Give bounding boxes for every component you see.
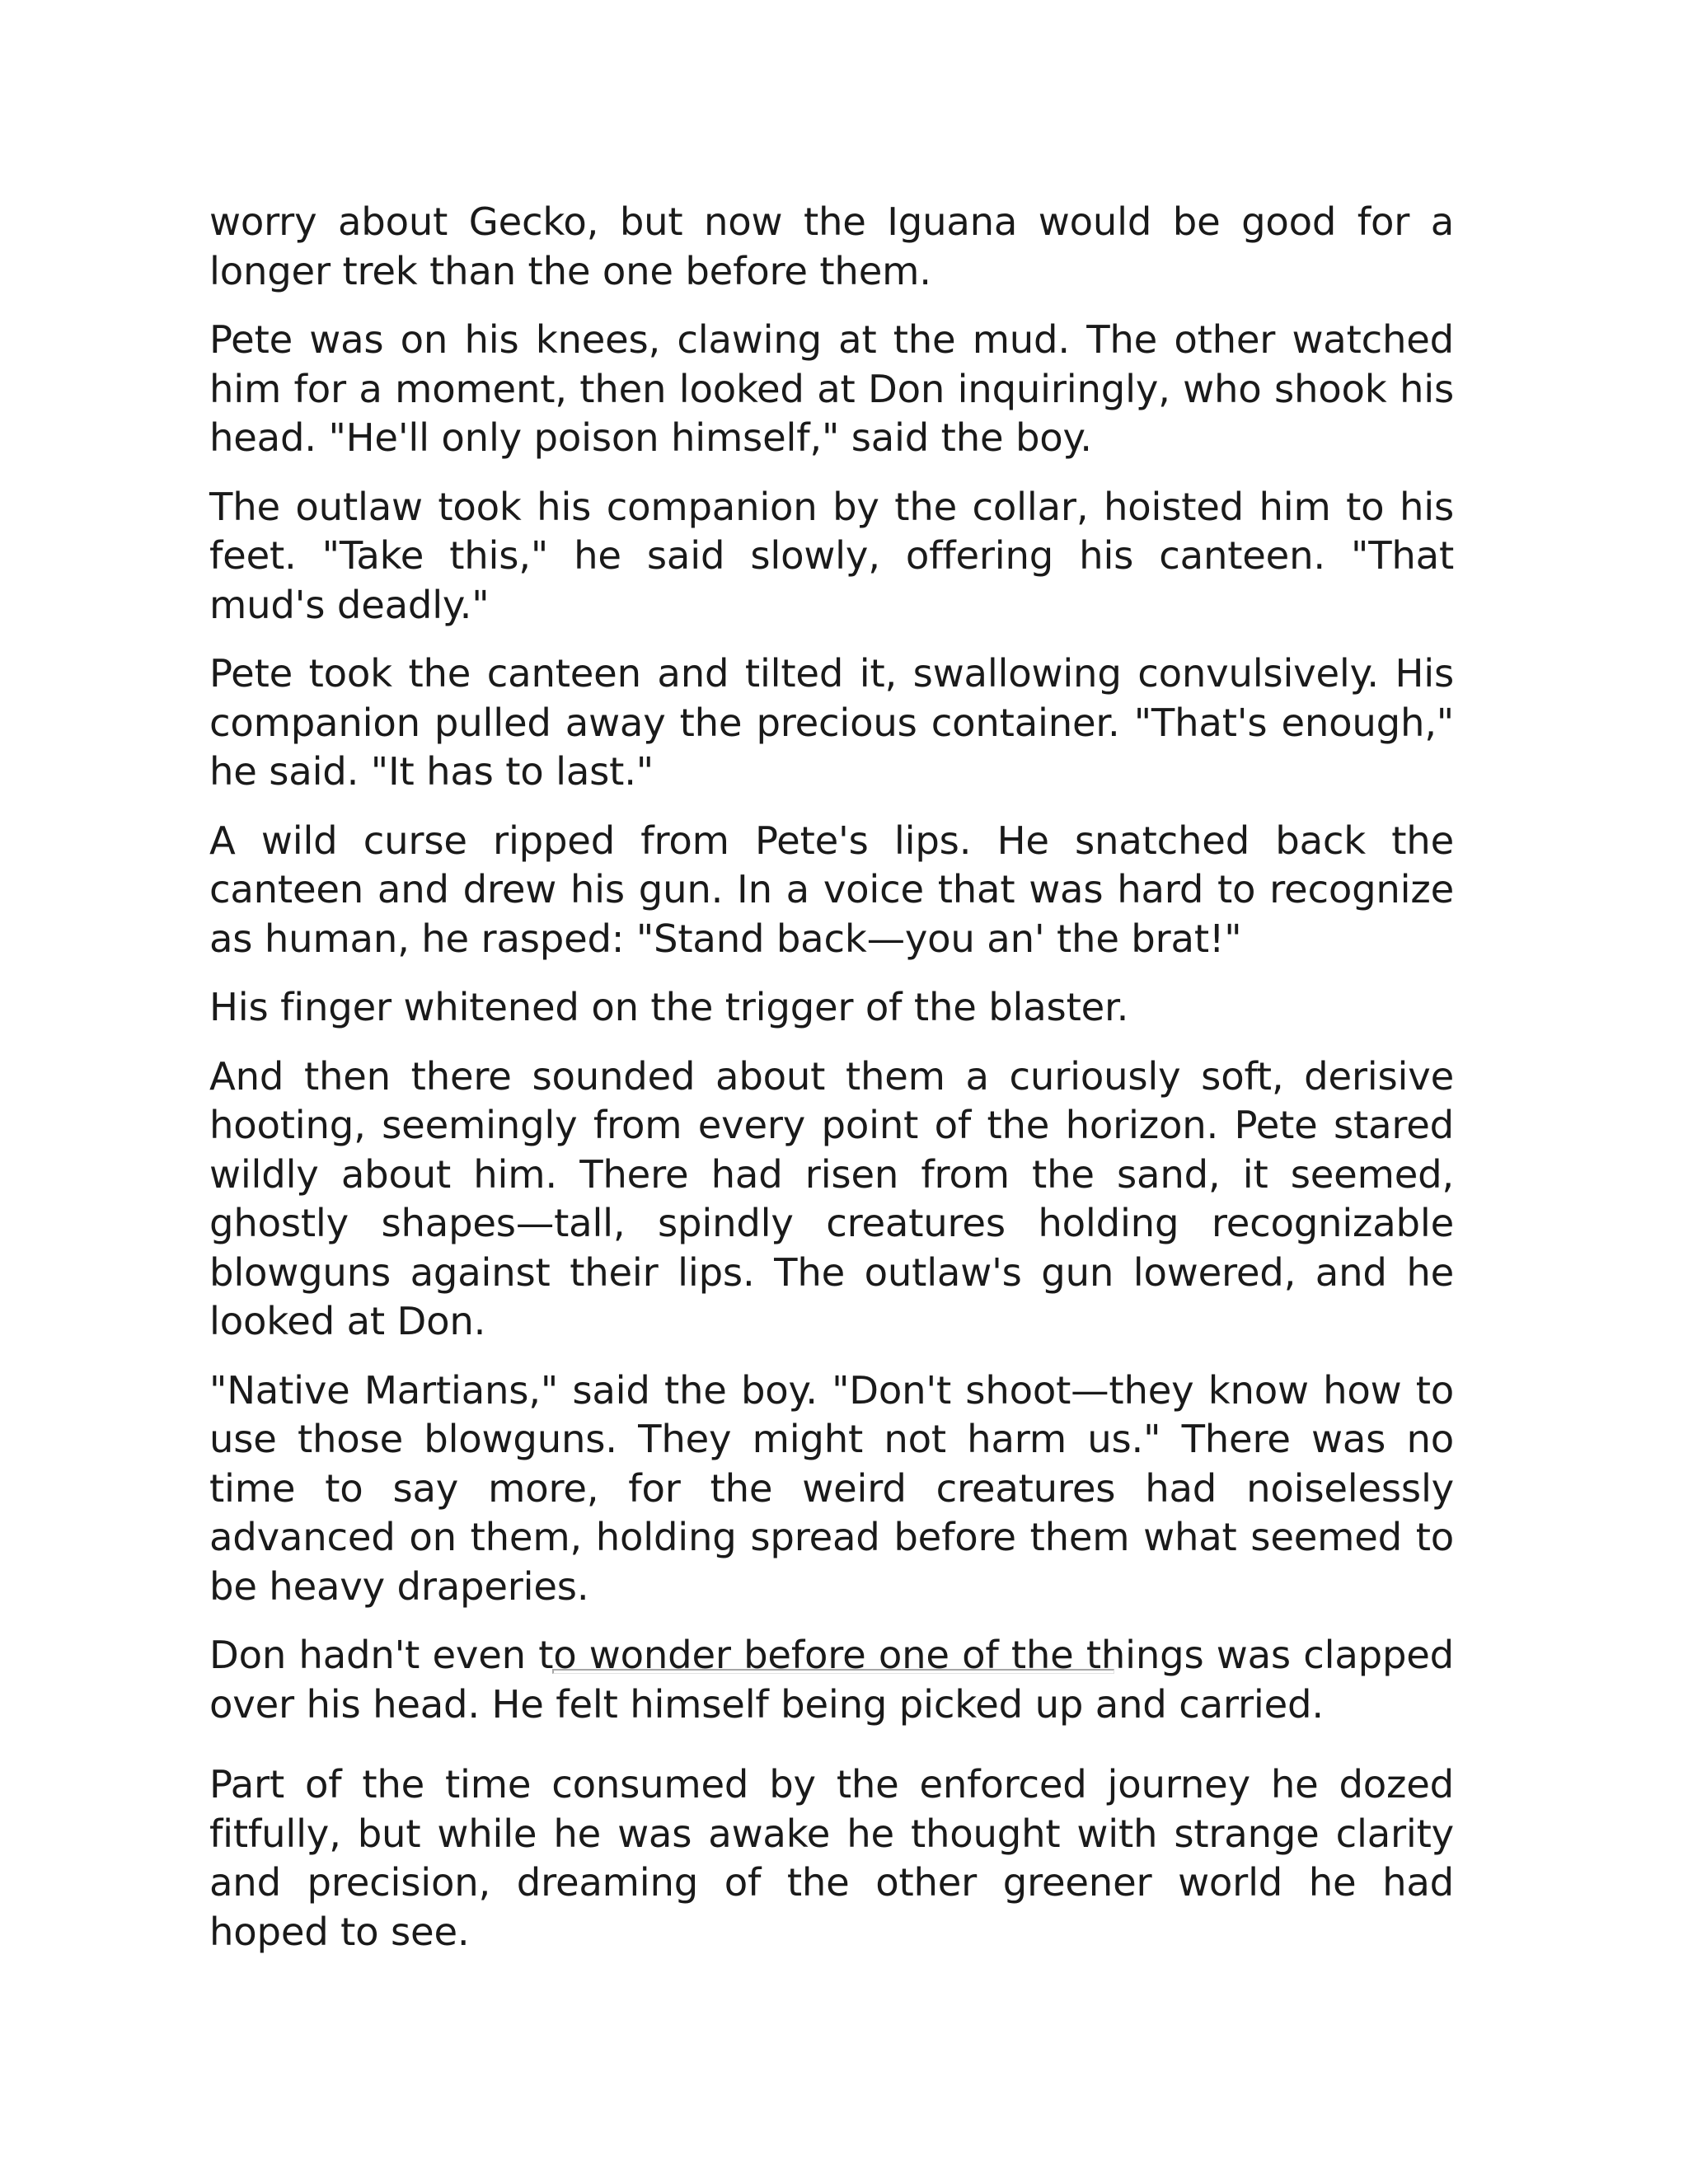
paragraph: And then there sounded about them a curiously soft, derisive hooting, seemingly from every point of the horizon. Pete stared wildly about him. There had risen from the sand, it seemed, ghostly shapes—tall, spindly creatures holding recognizable blowguns against their lips. The outlaw's gun lowered, and he looked at Don. (209, 1053, 1454, 1343)
text-section-after-break (209, 1760, 1454, 1976)
paragraph: "Native Martians," said the boy. "Don't shoot—they know how to use those blowguns. They might not harm us." There was no time to say more, for the weird creatures had noiselessly advanced on them, holding spread before them what seemed to be heavy draperies. (209, 1367, 1454, 1609)
paragraph: worry about Gecko, but now the Iguana would be good for a longer trek than the one before them. (209, 199, 1454, 293)
paragraph: Pete was on his knees, clawing at the mud. The other watched him for a moment, then looked at Don inquiringly, who shook his head. "He'll only poison himself," said the boy. (209, 317, 1454, 460)
paragraph: A wild curse ripped from Pete's lips. He snatched back the canteen and drew his gun. In a voice that was hard to recognize as human, he rasped: "Stand back—you an' the brat!" (209, 818, 1454, 961)
paragraph: The outlaw took his companion by the collar, hoisted him to his feet. "Take this," he said slowly, offering his canteen. "That mud's deadly." (209, 484, 1454, 627)
paragraph: Pete took the canteen and tilted it, swallowing convulsively. His companion pulled away the precious container. "That's enough," he said. "It has to last." (209, 651, 1454, 794)
paragraph: His finger whitened on the trigger of the blaster. (209, 985, 1129, 1029)
paragraph: Don hadn't even to wonder before one of the things was clapped over his head. He felt himself being picked up and carried. (209, 1633, 1454, 1727)
text-section-before-break (209, 198, 1454, 1749)
paragraph: Part of the time consumed by the enforced journey he dozed fitfully, but while he was awake he thought with strange clarity and precision, dreaming of the other greener world he had hoped to see. (209, 1762, 1454, 1954)
section-break-rule (552, 1669, 1114, 1674)
